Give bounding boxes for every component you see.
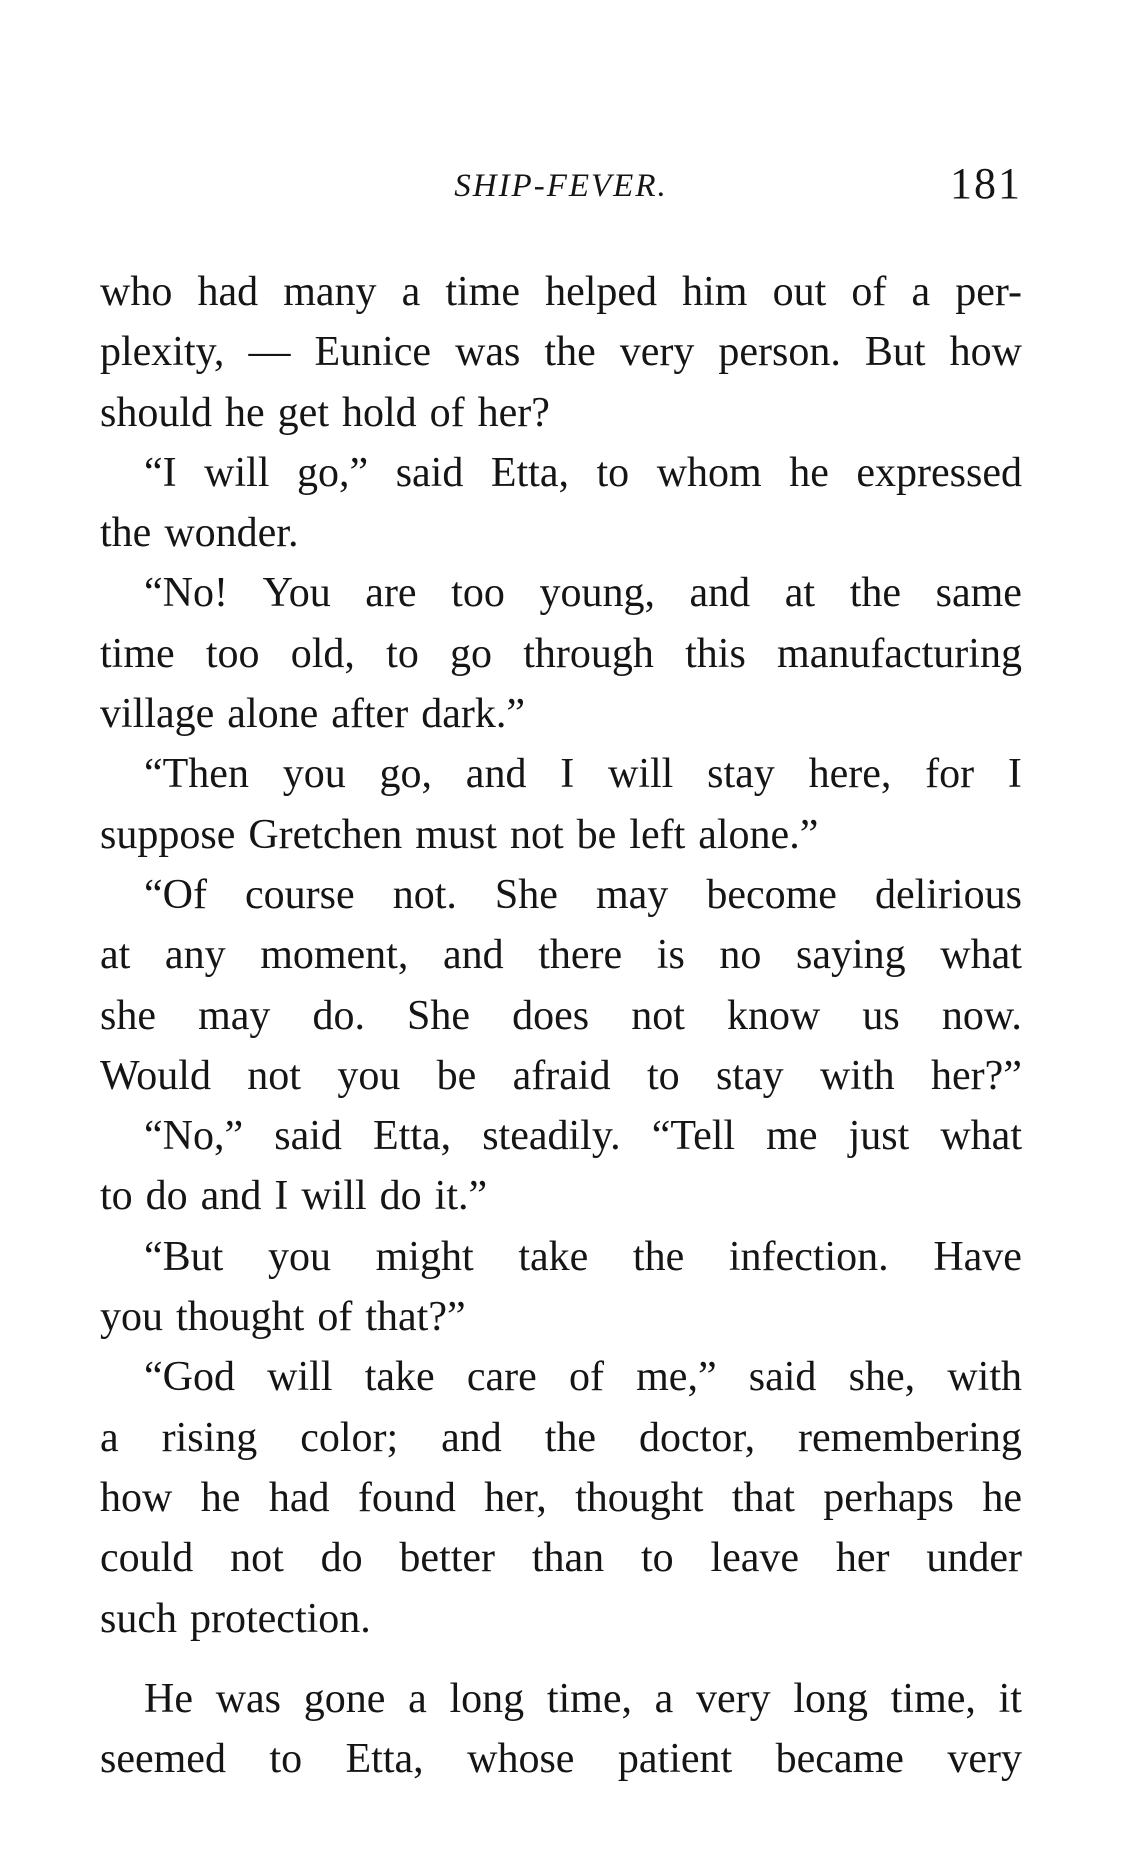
text-line <box>100 262 1022 322</box>
word: “Then <box>144 751 249 798</box>
word: color; <box>300 1414 399 1461</box>
word: what <box>940 1113 1022 1160</box>
text-line <box>100 1227 1022 1287</box>
word: long <box>793 1675 869 1722</box>
word: wonder. <box>164 510 299 557</box>
word: to <box>386 630 419 677</box>
word: do <box>145 1173 188 1220</box>
word: remembering <box>798 1414 1022 1461</box>
word: will <box>608 751 674 798</box>
word: he <box>982 1474 1022 1521</box>
word: under <box>926 1535 1022 1582</box>
word: too <box>451 570 505 617</box>
word: me <box>766 1113 818 1160</box>
word: manufacturing <box>777 630 1022 677</box>
word: I <box>274 1173 289 1220</box>
body-text <box>100 262 1022 1789</box>
word: perhaps <box>823 1474 954 1521</box>
word: helped <box>545 269 658 315</box>
word: left <box>629 811 686 858</box>
word: “I <box>144 449 177 496</box>
word: expressed <box>856 449 1022 496</box>
word: her? <box>477 389 550 436</box>
word: not <box>247 1052 301 1099</box>
text-line <box>100 925 1022 985</box>
word: he <box>789 449 829 496</box>
word: was <box>455 329 521 376</box>
word: you <box>337 1052 401 1099</box>
word: us <box>862 992 900 1039</box>
word: her?” <box>930 1052 1022 1099</box>
word: afraid <box>512 1052 611 1099</box>
word: there <box>538 932 623 979</box>
word: leave <box>710 1535 800 1582</box>
word: with <box>819 1052 895 1099</box>
word: time <box>445 269 520 315</box>
word: young, <box>539 570 655 617</box>
word: found <box>357 1474 456 1521</box>
word: do. <box>312 992 365 1039</box>
word: of <box>429 389 465 436</box>
word: at <box>100 932 131 979</box>
word: had <box>268 1474 330 1521</box>
word: do <box>320 1535 363 1582</box>
word: said <box>748 1354 817 1401</box>
word: “No! <box>144 570 228 617</box>
word: him <box>682 269 748 315</box>
word: She <box>494 871 558 918</box>
word: me,” <box>636 1354 717 1401</box>
word: many <box>283 269 377 315</box>
text-line <box>100 1046 1022 1106</box>
word: better <box>399 1535 496 1582</box>
word: Etta, <box>372 1113 452 1160</box>
text-line <box>100 1528 1022 1588</box>
word: might <box>375 1233 474 1280</box>
word: and <box>200 1173 262 1220</box>
page-number: 181 <box>950 159 1022 208</box>
word: But <box>864 329 926 376</box>
word: a <box>100 1414 119 1461</box>
word: now. <box>941 992 1022 1039</box>
word: you <box>282 751 346 798</box>
word: to <box>269 1736 303 1783</box>
word: do <box>379 1173 422 1220</box>
word: not. <box>392 871 457 918</box>
word: he <box>225 389 265 436</box>
word: I <box>1007 751 1022 798</box>
word: rising <box>161 1414 258 1461</box>
word: long <box>449 1675 525 1722</box>
word: per- <box>955 269 1022 315</box>
paragraph-gap <box>100 1649 1022 1669</box>
text-line <box>100 1347 1022 1407</box>
word: should <box>100 389 213 436</box>
word: course <box>245 871 355 918</box>
word: how <box>949 329 1022 376</box>
word: how <box>100 1474 173 1521</box>
text-line <box>100 503 1022 563</box>
word: of <box>851 269 887 315</box>
word: of <box>568 1354 604 1401</box>
word: are <box>365 570 417 617</box>
word: steadily. <box>482 1113 621 1160</box>
text-line <box>100 805 1022 865</box>
word: and <box>442 932 504 979</box>
word: with <box>947 1354 1022 1401</box>
word: time, <box>546 1675 632 1722</box>
word: whose <box>467 1736 575 1783</box>
word: does <box>512 992 590 1039</box>
word: know <box>726 992 821 1039</box>
word: seemed <box>100 1736 226 1783</box>
word: it.” <box>434 1173 488 1220</box>
word: not <box>509 811 564 858</box>
text-line <box>100 1106 1022 1166</box>
word: Eunice <box>314 329 432 376</box>
text-line <box>100 322 1022 382</box>
word: and <box>465 751 527 798</box>
word: patient <box>617 1736 733 1783</box>
text-line <box>100 1287 1022 1347</box>
word: doctor, <box>638 1414 756 1461</box>
word: this <box>685 630 746 677</box>
word: to <box>640 1535 674 1582</box>
word: plexity, <box>100 329 225 376</box>
word: thought <box>575 1474 704 1521</box>
text-line <box>100 443 1022 503</box>
word: a <box>911 269 931 315</box>
word: such <box>100 1595 177 1642</box>
word: not <box>631 992 685 1039</box>
word: Gretchen <box>248 811 403 858</box>
text-line <box>100 1468 1022 1528</box>
word: and <box>689 570 751 617</box>
word: said <box>395 449 464 496</box>
word: time <box>100 630 175 677</box>
text-line <box>100 1166 1022 1226</box>
word: what <box>940 932 1022 979</box>
word: care <box>466 1354 537 1401</box>
word: a <box>401 269 421 315</box>
word: hold <box>341 389 417 436</box>
word: — <box>248 329 291 376</box>
word: She <box>407 992 471 1039</box>
word: I <box>560 751 575 798</box>
word: become <box>706 871 837 918</box>
word: to <box>596 449 630 496</box>
word: the <box>544 329 596 376</box>
word: any <box>164 932 226 979</box>
word: gone <box>303 1675 386 1722</box>
word: you <box>267 1233 331 1280</box>
word: the <box>544 1414 597 1461</box>
word: Would <box>100 1052 211 1099</box>
word: here, <box>808 751 892 798</box>
word: the <box>100 510 152 557</box>
text-line <box>100 865 1022 925</box>
word: very <box>619 329 695 376</box>
word: for <box>925 751 975 798</box>
word: delirious <box>874 871 1022 918</box>
word: person. <box>718 329 841 376</box>
word: Etta, <box>345 1736 424 1783</box>
word: will <box>204 449 270 496</box>
word: and <box>441 1414 502 1461</box>
word: no <box>719 932 762 979</box>
word: take <box>518 1233 589 1280</box>
word: very <box>696 1675 771 1722</box>
word: “But <box>144 1233 224 1280</box>
word: who <box>100 269 173 315</box>
text-line <box>100 684 1022 744</box>
word: take <box>364 1354 435 1401</box>
word: very <box>947 1736 1022 1783</box>
word: out <box>772 269 827 315</box>
word: get <box>277 389 329 436</box>
word: Have <box>933 1233 1022 1280</box>
word: village <box>100 691 215 738</box>
word: said <box>274 1113 342 1160</box>
running-title: SHIP-FEVER. <box>454 168 668 204</box>
word: “Of <box>144 871 207 918</box>
word: may <box>595 871 669 918</box>
word: was <box>215 1675 282 1722</box>
word: go, <box>379 751 433 798</box>
word: time, <box>890 1675 976 1722</box>
word: “God <box>144 1354 235 1401</box>
word: she <box>100 992 156 1039</box>
word: “Tell <box>651 1113 736 1160</box>
text-line <box>100 744 1022 804</box>
word: a <box>654 1675 674 1722</box>
word: of <box>317 1294 353 1341</box>
word: she, <box>848 1354 916 1401</box>
word: must <box>415 811 497 858</box>
word: dark.” <box>421 691 525 738</box>
word: just <box>848 1113 910 1160</box>
word: stay <box>715 1052 784 1099</box>
word: you <box>100 1294 163 1341</box>
word: too <box>205 630 260 677</box>
word: could <box>100 1535 194 1582</box>
text-line <box>100 986 1022 1046</box>
word: her <box>835 1535 890 1582</box>
word: go <box>450 630 493 677</box>
text-line <box>100 1729 1022 1789</box>
word: her, <box>484 1474 547 1521</box>
text-line <box>100 1589 1022 1649</box>
word: will <box>267 1354 333 1401</box>
text-line <box>100 1408 1022 1468</box>
word: that <box>731 1474 795 1521</box>
word: will <box>301 1173 367 1220</box>
word: Etta, <box>490 449 569 496</box>
text-line <box>100 563 1022 623</box>
word: to <box>100 1173 133 1220</box>
word: moment, <box>260 932 409 979</box>
word: infection. <box>728 1233 889 1280</box>
word: alone <box>227 691 319 738</box>
word: the <box>849 570 901 617</box>
word: may <box>198 992 271 1039</box>
word: You <box>262 570 331 617</box>
running-head <box>100 158 1022 208</box>
text-line <box>100 383 1022 443</box>
word: He <box>144 1675 193 1722</box>
word: be <box>436 1052 477 1099</box>
word: same <box>935 570 1022 617</box>
text-line <box>100 624 1022 684</box>
word: the <box>632 1233 685 1280</box>
word: not <box>230 1535 284 1582</box>
word: it <box>998 1675 1022 1722</box>
word: old, <box>290 630 355 677</box>
word: go,” <box>297 449 369 496</box>
word: suppose <box>100 811 236 858</box>
word: thought <box>176 1294 305 1341</box>
word: became <box>775 1736 904 1783</box>
word: at <box>784 570 816 617</box>
word: that?” <box>365 1294 466 1341</box>
word: had <box>197 269 259 315</box>
text-line <box>100 1669 1022 1729</box>
word: stay <box>707 751 775 798</box>
word: he <box>200 1474 241 1521</box>
word: whom <box>656 449 762 496</box>
word: through <box>523 630 654 677</box>
word: to <box>646 1052 680 1099</box>
word: than <box>531 1535 605 1582</box>
word: a <box>408 1675 427 1722</box>
word: after <box>331 691 409 738</box>
word: be <box>576 811 617 858</box>
word: “No,” <box>144 1113 244 1160</box>
word: saying <box>796 932 906 979</box>
word: is <box>656 932 685 979</box>
word: protection. <box>190 1595 371 1642</box>
word: alone.” <box>698 811 819 858</box>
